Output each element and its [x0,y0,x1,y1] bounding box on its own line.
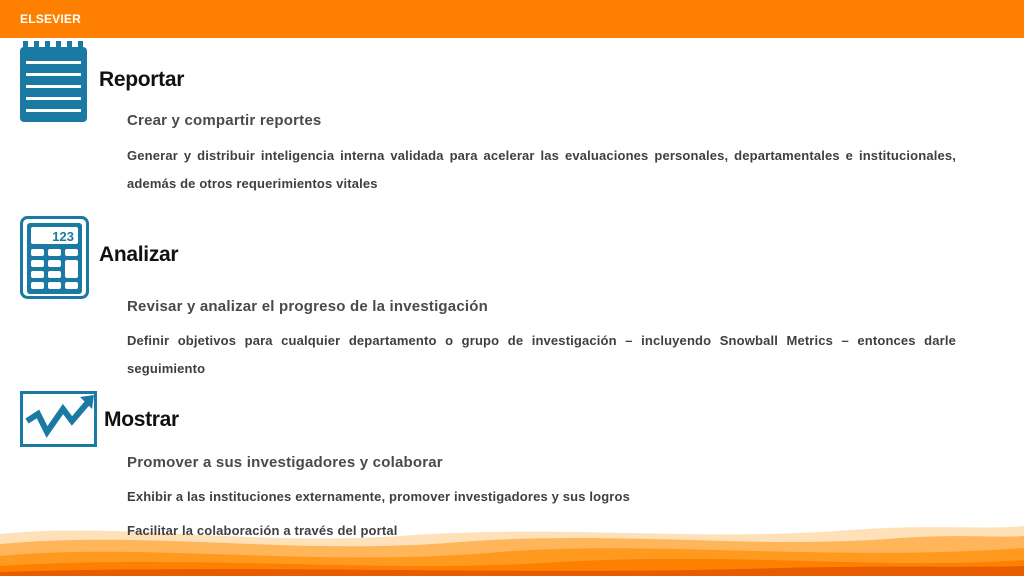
line-chart-icon [20,391,97,447]
section-title-analizar: Analizar [99,243,179,266]
calculator-icon [20,216,89,299]
section-title-mostrar: Mostrar [104,408,179,431]
section-title-reportar: Reportar [99,68,185,91]
brand-logo: ELSEVIER [20,12,81,26]
section-text-analizar: Definir objetivos para cualquier departamento o grupo de investigación – incluyendo Snowball Metrics – entonces darle seguimiento [127,333,956,376]
section-text-mostrar-1: Exhibir a las instituciones externamente, promover investigadores y sus logros [127,489,630,504]
section-text-reportar: Generar y distribuir inteligencia interna validada para acelerar las evaluaciones personales, departamentales e institucionales, además de otros requerimientos vitales [127,148,956,191]
section-subtitle-analizar: Revisar y analizar el progreso de la investigación [127,298,488,315]
section-text-mostrar-2: Facilitar la colaboración a través del portal [127,523,398,538]
section-subtitle-mostrar: Promover a sus investigadores y colaborar [127,454,443,471]
notepad-icon [20,41,87,122]
top-bar [0,0,1024,38]
section-subtitle-reportar: Crear y compartir reportes [127,112,322,129]
calculator-display: 123 [52,229,74,244]
